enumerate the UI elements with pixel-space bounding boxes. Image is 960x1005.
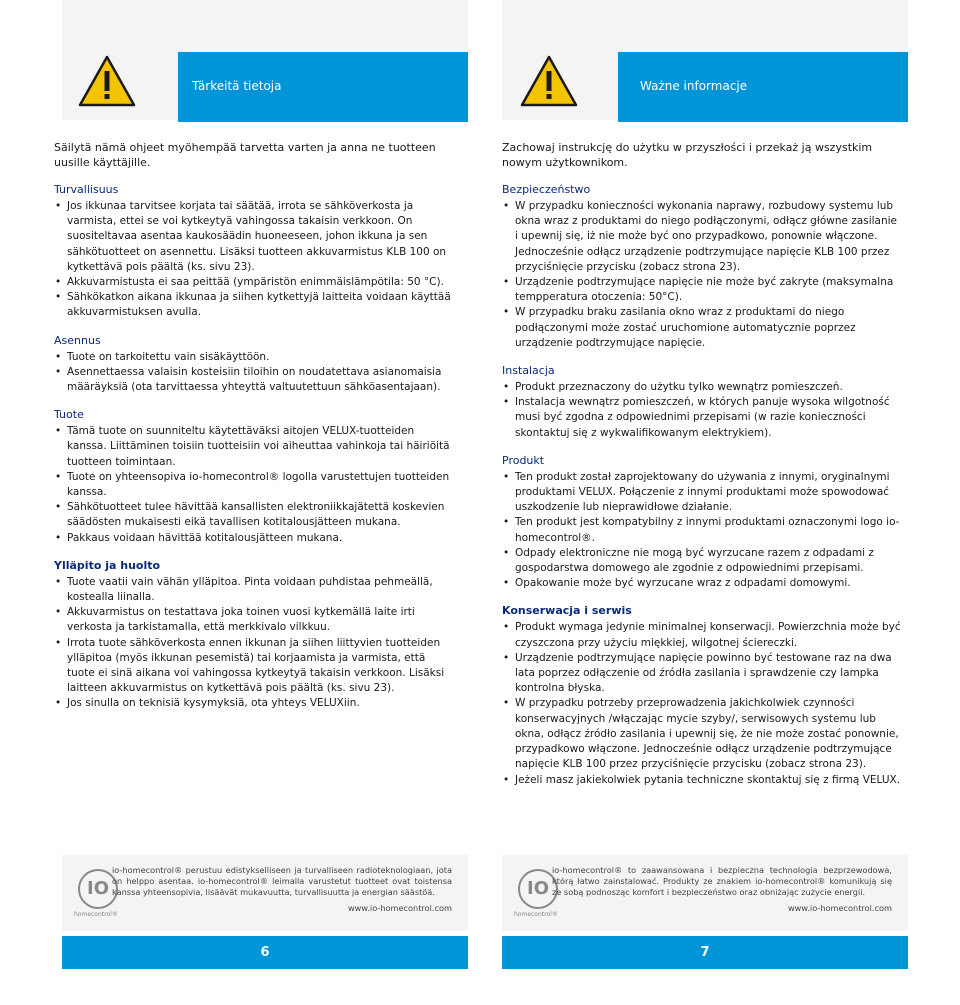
bullet-list bbox=[502, 380, 902, 441]
page-number-bar bbox=[62, 936, 468, 969]
list-item: • Pakkaus voidaan hävittää kotitalousjätteen mukana. bbox=[54, 531, 454, 546]
section bbox=[502, 182, 902, 351]
header-title: Tärkeitä tietoja bbox=[192, 79, 282, 93]
bullet-list bbox=[502, 620, 902, 787]
bullet-list bbox=[54, 199, 454, 321]
header-bar bbox=[618, 52, 908, 122]
list-item: • Jeżeli masz jakiekolwiek pytania techniczne skontaktuj się z firmą VELUX. bbox=[502, 773, 902, 788]
list-item: • Jos sinulla on teknisiä kysymyksiä, ota yhteys VELUXiin. bbox=[54, 696, 454, 711]
bullet-list bbox=[502, 470, 902, 592]
bullet-list bbox=[54, 350, 454, 396]
footer-text: io-homecontrol® perustuu edistykselliseen ja turvalliseen radioteknologiaan, jota on helppo asentaa. io-homecontrol® leimalla varustetut tuotteet ovat toistensa kanssa yhteensopivia, lisäävät mukavuutta, turvallisuutta ja energian säästöä. bbox=[112, 865, 452, 897]
list-item: • Tuote on tarkoitettu vain sisäkäyttöön. bbox=[54, 350, 454, 365]
bullet-list bbox=[54, 575, 454, 712]
bullet-list bbox=[502, 199, 902, 351]
section bbox=[54, 558, 454, 712]
sections bbox=[502, 182, 902, 788]
sections bbox=[54, 182, 454, 712]
list-item: • Jos ikkunaa tarvitsee korjata tai säätää, irrota se sähköverkosta ja varmista, ettei se voi kytkeytyä vahingossa takaisin verkkoon. On suositeltavaa asentaa kaukosäädin huoneeseen, johon ikkuna ja sen sähkötuotteet on asennettu. Lisäksi tuotteen akkuvarmistus KLB 100 on kytkettävä pois päältä (ks. sivu 23). bbox=[54, 199, 454, 275]
section-heading: Turvallisuus bbox=[54, 183, 119, 196]
page-number-bar bbox=[502, 936, 908, 969]
list-item: • Tuote on yhteensopiva io-homecontrol® logolla varustettujen tuotteiden kanssa. bbox=[54, 470, 454, 500]
list-item: • Odpady elektroniczne nie mogą być wyrzucane razem z odpadami z gospodarstwa domowego ale zgodnie z odpowiednimi przepisami. bbox=[502, 546, 902, 576]
right-column bbox=[502, 0, 902, 788]
io-logo-caption: homecontrol® bbox=[514, 911, 558, 918]
section-heading: Bezpieczeństwo bbox=[502, 183, 591, 196]
warning-icon bbox=[520, 55, 578, 107]
io-logo-mark: IO bbox=[518, 869, 558, 909]
left-footer bbox=[62, 855, 468, 931]
left-header bbox=[54, 0, 454, 120]
warning-icon bbox=[78, 55, 136, 107]
section-heading: Asennus bbox=[54, 333, 101, 347]
section bbox=[54, 182, 454, 321]
io-logo-mark: IO bbox=[78, 869, 118, 909]
list-item: • Sähkötuotteet tulee hävittää kansallisten elektroniikkajätettä koskevien säädösten mukaisesti eikä tavallisen kotitalousjätteen mukana. bbox=[54, 500, 454, 530]
list-item: • Tuote vaatii vain vähän ylläpitoa. Pinta voidaan puhdistaa pehmeällä, kostealla liinalla. bbox=[54, 575, 454, 605]
footer-url[interactable]: www.io-homecontrol.com bbox=[347, 903, 452, 913]
list-item: • Opakowanie może być wyrzucane wraz z odpadami domowymi. bbox=[502, 576, 902, 591]
list-item: • Irrota tuote sähköverkosta ennen ikkunan ja siihen liittyvien tuotteiden ylläpitoa (myös ikkunan pesemistä) tai korjaamista ja varmista, että tuote ei sinä aikana voi vahingossa kytkeytyä takaisin verkkoon. Lisäksi laitteen akkuvarmistus on kytkettävä pois päältä (ks. sivu 23). bbox=[54, 636, 454, 697]
list-item: • W przypadku potrzeby przeprowadzenia jakichkolwiek czynności konserwacyjnych /włączając mycie szyby/, serwisowych systemu lub okna, odłącz źródło zasilania i upewnij się, że nie może zostać ponownie, przypadkowo włączone. Jednocześnie odłącz urządzenie podtrzymujące napięcie KLB 100 przez przyciśnięcie przycisku (zobacz strona 23). bbox=[502, 696, 902, 772]
footer-text: io-homecontrol® to zaawansowana i bezpieczna technologia bezprzewodowa, którą łatwo zainstalować. Produkty ze znakiem io-homecontrol® komunikują się ze sobą podnosząc komfort i bezpieczeństwo oraz obniżając zużycie energii. bbox=[552, 865, 892, 897]
section-heading: Konserwacja i serwis bbox=[502, 604, 632, 618]
section bbox=[502, 363, 902, 441]
right-header bbox=[502, 0, 902, 120]
footer-url[interactable]: www.io-homecontrol.com bbox=[787, 903, 892, 913]
section bbox=[502, 603, 902, 787]
io-logo-caption: homecontrol® bbox=[74, 911, 118, 918]
intro-text: Säilytä nämä ohjeet myöhempää tarvetta varten ja anna ne tuotteen uusille käyttäjille. bbox=[54, 141, 436, 169]
page-number: 6 bbox=[260, 945, 270, 960]
bullet-list bbox=[54, 424, 454, 546]
intro-text: Zachowaj instrukcję do użytku w przyszłości i przekaż ją wszystkim nowym użytkownikom. bbox=[502, 141, 873, 169]
list-item: • Urządzenie podtrzymujące napięcie powinno być testowane raz na dwa lata poprzez odłączenie od źródła zasilania i sprawdzenie czy lampka kontrolna błyska. bbox=[502, 651, 902, 697]
section-heading: Tuote bbox=[54, 408, 84, 422]
list-item: • Akkuvarmistusta ei saa peittää (ympäristön enimmäislämpötila: 50 °C). bbox=[54, 275, 454, 290]
list-item: • Produkt przeznaczony do użytku tylko wewnątrz pomieszczeń. bbox=[502, 380, 902, 395]
list-item: • Produkt wymaga jedynie minimalnej konserwacji. Powierzchnia może być czyszczona przy użyciu miękkiej, wilgotnej ściereczki. bbox=[502, 620, 902, 650]
right-footer bbox=[502, 855, 908, 931]
section-heading: Produkt bbox=[502, 453, 545, 467]
list-item: • Ten produkt został zaprojektowany do używania z innymi, oryginalnymi produktami VELUX. Połączenie z innymi produktami może spowodować uszkodzenie lub nieprawidłowe działanie. bbox=[502, 470, 902, 516]
list-item: • Sähkökatkon aikana ikkunaa ja siihen kytkettyjä laitteita voidaan käyttää akkuvarmistuksen avulla. bbox=[54, 290, 454, 320]
header-title: Ważne informacje bbox=[640, 79, 748, 93]
list-item: • W przypadku konieczności wykonania naprawy, rozbudowy systemu lub okna wraz z produktami do niego podłączonymi, odłącz główne zasilanie i upewnij się, iż nie może być ono przypadkowo, ponownie włączone. Jednocześnie odłącz urządzenie podtrzymujące napięcie KLB 100 przez przyciśnięcie przycisku (zobacz strona 23). bbox=[502, 199, 902, 275]
list-item: • Instalacja wewnątrz pomieszczeń, w których panuje wysoka wilgotność musi być zgodna z odpowiednimi przepisami (w razie konieczności skontaktuj się z wykwalifikowanym elektrykiem). bbox=[502, 395, 902, 441]
list-item: • Urządzenie podtrzymujące napięcie nie może być zakryte (maksymalna tempperatura otoczenia: 50°C). bbox=[502, 275, 902, 305]
list-item: • Akkuvarmistus on testattava joka toinen vuosi kytkemällä laite irti verkosta ja tarkistamalla, että merkkivalo vilkkuu. bbox=[54, 605, 454, 635]
list-item: • Tämä tuote on suunniteltu käytettäväksi aitojen VELUX-tuotteiden kanssa. Liittäminen toisiin tuotteisiin voi aiheuttaa vahinkoja tai häiriöitä tuotteen toimintaan. bbox=[54, 424, 454, 470]
io-homecontrol-logo bbox=[74, 863, 118, 918]
section-heading: Ylläpito ja huolto bbox=[54, 558, 161, 572]
page-number: 7 bbox=[700, 945, 710, 960]
list-item: • W przypadku braku zasilania okno wraz z produktami do niego podłączonymi może zostać uruchomione automatycznie poprzez urządzenie podtrzymujące napięcie. bbox=[502, 305, 902, 351]
left-column bbox=[54, 0, 454, 712]
section bbox=[54, 333, 454, 396]
list-item: • Ten produkt jest kompatybilny z innymi produktami oznaczonymi logo io-homecontrol®. bbox=[502, 515, 902, 545]
io-homecontrol-logo bbox=[514, 863, 558, 918]
section bbox=[54, 407, 454, 546]
header-bar bbox=[178, 52, 468, 122]
section bbox=[502, 453, 902, 592]
list-item: • Asennettaessa valaisin kosteisiin tiloihin on noudatettava asianomaisia määräyksiä (ota tarvittaessa yhteyttä valtuutettuun sähköasentajaan). bbox=[54, 365, 454, 395]
section-heading: Instalacja bbox=[502, 364, 555, 378]
